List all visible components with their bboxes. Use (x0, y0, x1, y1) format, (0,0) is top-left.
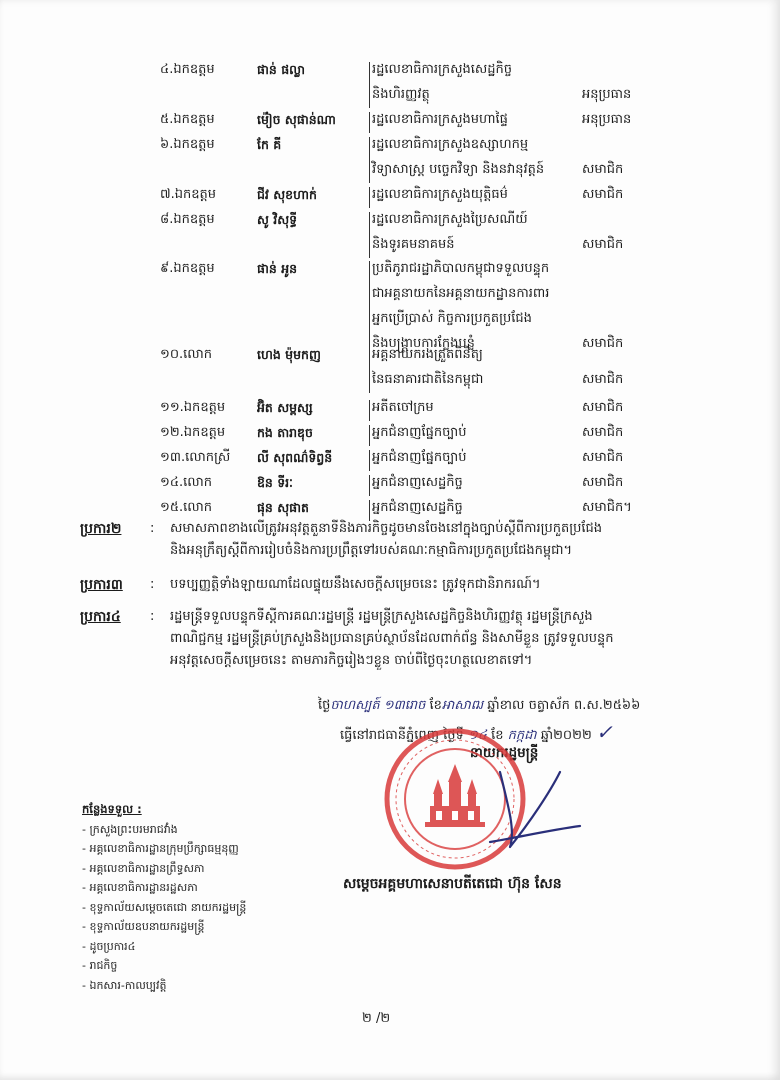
position-line: អតីតចៅក្រម (372, 400, 434, 415)
article-line: និងអនុក្រឹត្យស្តីពីការរៀបចំនិងការប្រព្រឹត្តទៅរបស់គណៈកម្មាធិការប្រកួតប្រជែងកម្ពុជា។ (170, 543, 573, 558)
recipient-item: - ឯកសារ-កាលប្បវត្តិ (82, 978, 167, 992)
recipient-item: - ក្រសួងព្រះបរមរាជវាំង (82, 822, 178, 836)
member-position (372, 60, 582, 110)
member-role: អនុប្រធាន (582, 87, 632, 102)
recipients-list (82, 800, 246, 995)
article-text (170, 518, 720, 562)
member-position (372, 259, 582, 359)
member-name: កែ គី (257, 137, 282, 152)
member-number: ៨.ឯកឧត្តម (160, 212, 215, 227)
recipient-item: - ខុទ្ទកាល័យសម្តេចតេជោ នាយករដ្ឋមន្ត្រី (82, 900, 247, 914)
member-role: សមាជិក (582, 162, 624, 177)
position-line: អ្នកជំនាញផ្នែកច្បាប់ (372, 425, 467, 440)
member-name: ផុន សុផាត (257, 500, 309, 515)
member-name: សូ វិសុទ្ធី (257, 212, 298, 227)
recipient-item: - ខុទ្ទកាល័យឧបនាយករដ្ឋមន្ត្រី (82, 920, 205, 933)
member-role: សមាជិក (582, 336, 624, 351)
position-line: និងហិរញ្ញវត្ថុ (372, 87, 430, 102)
member-number: ៧.ឯកឧត្តម (160, 187, 217, 202)
member-name: ឱន ទីរៈ (257, 475, 293, 490)
solar-day-handwritten: ១៤ (467, 728, 487, 743)
lunar-day-handwritten: ចាហស្បត៍ ១៣រោច (330, 698, 426, 713)
position-line: វិទ្យាសាស្ត្រ បច្ចេកវិទ្យា និងនវានុវត្តន៍ (372, 162, 545, 177)
recipient-item: - ដូចប្រការ៤ (82, 939, 136, 953)
position-line: អ្នកប្រើប្រាស់ កិច្ចការប្រកួតប្រជែង (372, 311, 532, 326)
member-position (372, 345, 582, 395)
member-position (372, 423, 582, 448)
recipients-heading: កន្លែងទទួល : (82, 802, 142, 816)
position-line: អ្នកជំនាញសេដ្ឋកិច្ច (372, 500, 463, 515)
member-role: សមាជិក។ (582, 500, 632, 515)
divider (369, 347, 370, 393)
lunar-month-handwritten: អាសាឍ (441, 698, 484, 713)
member-name: លី សុពណ៌ទិព្វនី (257, 450, 333, 465)
member-role: អនុប្រធាន (582, 112, 632, 127)
divider (369, 261, 370, 357)
signature-icon (470, 752, 590, 862)
position-line: រដ្ឋលេខាធិការក្រសួងយុត្តិធម៌ (372, 187, 508, 202)
position-line: និងបង្ក្រាបការក្លែងបន្លំ (372, 336, 475, 351)
divider (369, 450, 370, 471)
position-line: អ្នកជំនាញសេដ្ឋកិច្ច (372, 475, 463, 490)
article-line: រដ្ឋមន្ត្រីទទួលបន្ទុកទីស្តីការគណៈរដ្ឋមន្ត្រី រដ្ឋមន្ត្រីក្រសួងសេដ្ឋកិច្ចនិងហិរញ្ញវត្ថុ រដ្ឋមន្ត្រីក្រសួង (170, 609, 593, 624)
divider (369, 187, 370, 208)
recipient-item: - អគ្គលេខាធិការដ្ឋានរដ្ឋសភា (82, 881, 198, 894)
position-line: ប្រតិភូរាជរដ្ឋាភិបាលកម្ពុជាទទួលបន្ទុក (372, 261, 550, 276)
divider (369, 112, 370, 133)
article-line: សមាសភាពខាងលើត្រូវអនុវត្តតួនាទីនិងភារកិច្ចដូចមានចែងនៅក្នុងច្បាប់ស្តីពីការប្រកួតប្រជែង (170, 521, 603, 536)
member-position (372, 185, 582, 210)
checkmark-icon: ✓ (595, 720, 613, 744)
member-number: ១១.ឯកឧត្តម (160, 400, 226, 415)
member-number: ១០.លោក (160, 347, 213, 362)
member-role: សមាជិក (582, 425, 624, 440)
member-position (372, 473, 582, 498)
recipient-item: - រាជកិច្ច (82, 959, 118, 972)
position-line: អគ្គនាយករងត្រួតពិនិត្យ (372, 347, 483, 362)
divider (369, 137, 370, 183)
article-line: ពាណិជ្ជកម្ម រដ្ឋមន្ត្រីគ្រប់ក្រសួងនិងប្រធានគ្រប់ស្ថាប័នដែលពាក់ព័ន្ធ និងសាមីខ្លួន ត្រូវទទួលបន្ទុក (170, 631, 614, 646)
member-number: ១៥.លោក (160, 500, 213, 515)
member-number: ១៣.លោកស្រី (160, 450, 231, 465)
article-line: អនុវត្តសេចក្តីសម្រេចនេះ តាមភារកិច្ចរៀងៗខ្លួន ចាប់ពីថ្ងៃចុះហត្ថលេខាតទៅ។ (170, 653, 533, 668)
member-name: ជីវ សុខហាក់ (257, 187, 317, 202)
member-name: អ៊ិត សម្ពស្ស (257, 400, 313, 415)
member-name: ផាន់ អូន (257, 261, 298, 276)
article-label: ប្រការ៣ (80, 577, 123, 593)
member-position (372, 398, 582, 423)
member-position (372, 448, 582, 473)
article-line: បទប្បញ្ញត្តិទាំងឡាយណាដែលផ្ទុយនឹងសេចក្តីសម្រេចនេះ ត្រូវទុកជានិរាករណ៍។ (170, 577, 541, 592)
member-number: ៩.ឯកឧត្តម (160, 261, 215, 276)
signer-name: សម្តេចអគ្គមហាសេនាបតីតេជោ ហ៊ុន សែន (343, 876, 562, 892)
member-role: សមាជិក (582, 475, 624, 490)
position-line: និងទូរគមនាគមន៍ (372, 237, 455, 252)
position-line: រដ្ឋលេខាធិការក្រសួងឧស្សាហកម្ម (372, 137, 529, 152)
prime-minister-title: នាយករដ្ឋមន្ត្រី (470, 745, 539, 761)
member-number: ៤.ឯកឧត្តម (160, 62, 215, 77)
divider (369, 62, 370, 108)
position-line: ជាអគ្គនាយកនៃអគ្គនាយកដ្ឋានការពារ (372, 286, 550, 301)
member-position (372, 110, 582, 135)
member-number: ៦.ឯកឧត្តម (160, 137, 215, 152)
lunar-date-line: ថ្ងៃចាហស្បត៍ ១៣រោច ខែអាសាឍ ឆ្នាំខាល ចត្វាស័ក ព.ស.២៥៦៦ (318, 698, 641, 713)
member-number: ៥.ឯកឧត្តម (160, 112, 215, 127)
recipient-item: - អគ្គលេខាធិការដ្ឋានព្រឹទ្ធសភា (82, 861, 205, 875)
member-number: ១២.ឯកឧត្តម (160, 425, 226, 440)
member-role: សមាជិក (582, 400, 624, 415)
member-number: ១៤.លោក (160, 475, 213, 490)
member-name: ម៉ៀច សុផាន់ណា (257, 112, 336, 127)
position-line: រដ្ឋលេខាធិការក្រសួងប្រៃសណីយ៍ (372, 212, 528, 227)
article-colon: : (150, 521, 155, 536)
solar-month-handwritten: កក្កដា (507, 728, 537, 743)
article-text (170, 574, 720, 596)
member-position (372, 135, 582, 185)
member-role: សមាជិក (582, 237, 624, 252)
position-line: អ្នកជំនាញផ្នែកច្បាប់ (372, 450, 467, 465)
position-line: រដ្ឋលេខាធិការក្រសួងសេដ្ឋកិច្ច (372, 62, 513, 77)
solar-date-line: ធ្វើនៅរាជធានីភ្នំពេញ ថ្ងៃទី ១៤ ខែ កក្កដា ឆ្នាំ២០២២ ✓ (340, 720, 613, 744)
position-line: រដ្ឋលេខាធិការក្រសួងមហាផ្ទៃ (372, 112, 508, 127)
article-colon: : (150, 609, 155, 624)
member-role: សមាជិក (582, 372, 624, 387)
recipient-item: - អគ្គលេខាធិការដ្ឋានក្រុមប្រឹក្សាធម្មនុញ្ញ (82, 842, 239, 855)
position-line: នៃធនាគារជាតិនៃកម្ពុជា (372, 372, 484, 387)
page-number: ២ /២ (362, 1011, 391, 1026)
member-position (372, 210, 582, 260)
article-text (170, 606, 720, 672)
article-colon: : (150, 577, 155, 592)
divider (369, 425, 370, 446)
member-name: ហេង ម៉ុមកញ (257, 347, 321, 362)
article-label: ប្រការ២ (80, 521, 122, 537)
divider (369, 400, 370, 421)
divider (369, 212, 370, 258)
divider (369, 475, 370, 496)
member-role: សមាជិក (582, 187, 624, 202)
member-name: កង តារាឌុច (257, 425, 313, 440)
member-role: សមាជិក (582, 450, 624, 465)
member-name: ផាន់ ផល្លា (257, 62, 305, 77)
article-label: ប្រការ៤ (80, 609, 121, 625)
